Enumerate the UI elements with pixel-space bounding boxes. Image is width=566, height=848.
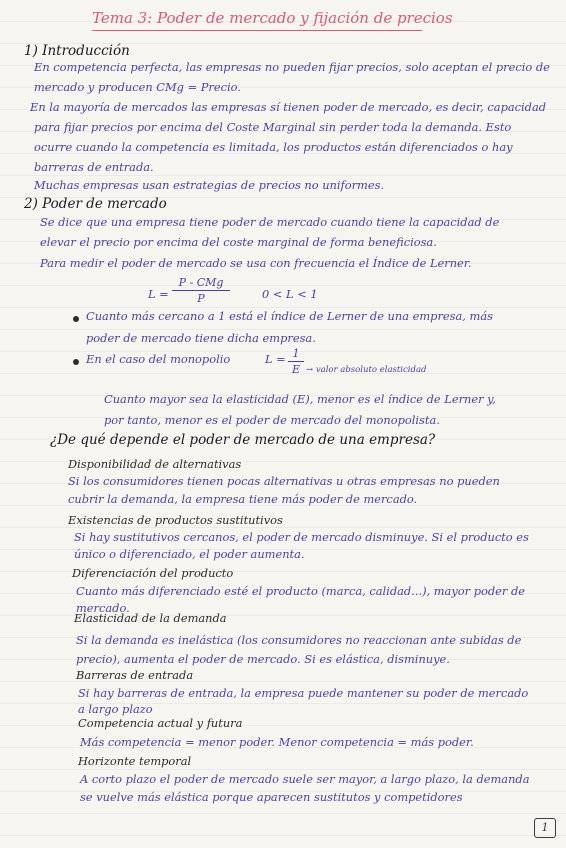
title-underline [92,30,422,31]
bullet-dot [73,316,79,322]
poder-line: Para medir el poder de mercado se usa con frecuencia el Índice de Lerner. [40,256,472,270]
factor-line: A corto plazo el poder de mercado suele ser mayor, a largo plazo, la demanda [80,772,530,786]
lerner-fraction [172,276,230,305]
monopolio-lhs: L = [265,352,286,366]
factor-heading: Disponibilidad de alternativas [68,457,242,471]
lerner-numerator: P - CMg [178,276,224,289]
bullet-dot [73,359,79,365]
monopolio-denominator: E [291,363,301,376]
section-heading-poder-de-mercado: 2) Poder de mercado [24,196,167,212]
elasticity-paragraph: Cuanto mayor sea la elasticidad (E), menor es el índice de Lerner y, [104,392,496,406]
lerner-lhs: L = [148,287,169,301]
fraction-bar [172,290,230,291]
factor-heading: Horizonte temporal [78,754,192,768]
factor-heading: Diferenciación del producto [72,566,234,580]
intro-line: En la mayoría de mercados las empresas sí tienen poder de mercado, es decir, capacidad [30,100,547,114]
factor-heading: Existencias de productos sustitutivos [68,513,283,527]
section-heading-introduccion: 1) Introducción [24,43,130,59]
elasticity-paragraph: por tanto, menor es el poder de mercado del monopolista. [104,413,440,427]
factor-line: Si hay sustitutivos cercanos, el poder de mercado disminuye. Si el producto es [74,530,529,544]
bullet-line: poder de mercado tiene dicha empresa. [86,331,316,345]
monopolio-text: En el caso del monopolio [86,352,231,366]
intro-line: ocurre cuando la competencia es limitada, los productos están diferenciados o hay [34,140,513,154]
factor-line: precio), aumenta el poder de mercado. Si es elástica, disminuye. [76,652,450,666]
intro-line: Muchas empresas usan estrategias de precios no uniformes. [34,178,385,192]
monopolio-numerator: 1 [292,347,300,360]
intro-line: mercado y producen CMg = Precio. [34,80,241,94]
monopolio-fraction [288,347,304,376]
lerner-denominator: P [197,292,205,305]
intro-line: para fijar precios por encima del Coste Marginal sin perder toda la demanda. Esto [34,120,512,134]
bullet-line: Cuanto más cercano a 1 está el índice de Lerner de una empresa, más [86,309,493,323]
page-title: Tema 3: Poder de mercado y fijación de precios [92,9,453,27]
factor-line: Si la demanda es inelástica (los consumidores no reaccionan ante subidas de [76,633,522,647]
factor-line: Más competencia = menor poder. Menor competencia = más poder. [80,735,474,749]
fraction-bar [288,361,304,362]
factor-line: Si hay barreras de entrada, la empresa puede mantener su poder de mercado [78,686,529,700]
factor-heading: Barreras de entrada [76,668,194,682]
factor-line: mercado. [76,601,130,615]
lerner-range: 0 < L < 1 [262,287,318,301]
factor-line: Si los consumidores tienen pocas alternativas u otras empresas no pueden [68,474,500,488]
intro-line: En competencia perfecta, las empresas no pueden fijar precios, solo aceptan el precio de [34,60,550,74]
poder-line: elevar el precio por encima del coste marginal de forma beneficiosa. [40,235,437,249]
question-heading: ¿De qué depende el poder de mercado de una empresa? [50,432,436,448]
elasticity-note: → valor absoluto elasticidad [306,365,427,375]
factor-heading: Competencia actual y futura [78,716,243,730]
factor-line: cubrir la demanda, la empresa tiene más poder de mercado. [68,492,418,506]
poder-line: Se dice que una empresa tiene poder de mercado cuando tiene la capacidad de [40,215,500,229]
factor-heading: Elasticidad de la demanda [74,611,227,625]
factor-line: se vuelve más elástica porque aparecen sustitutos y competidores [80,790,463,804]
factor-line: Cuanto más diferenciado esté el producto (marca, calidad...), mayor poder de [76,584,525,598]
page-number: 1 [534,818,556,838]
factor-line: a largo plazo [78,702,153,716]
factor-line: único o diferenciado, el poder aumenta. [74,547,305,561]
intro-line: barreras de entrada. [34,160,154,174]
